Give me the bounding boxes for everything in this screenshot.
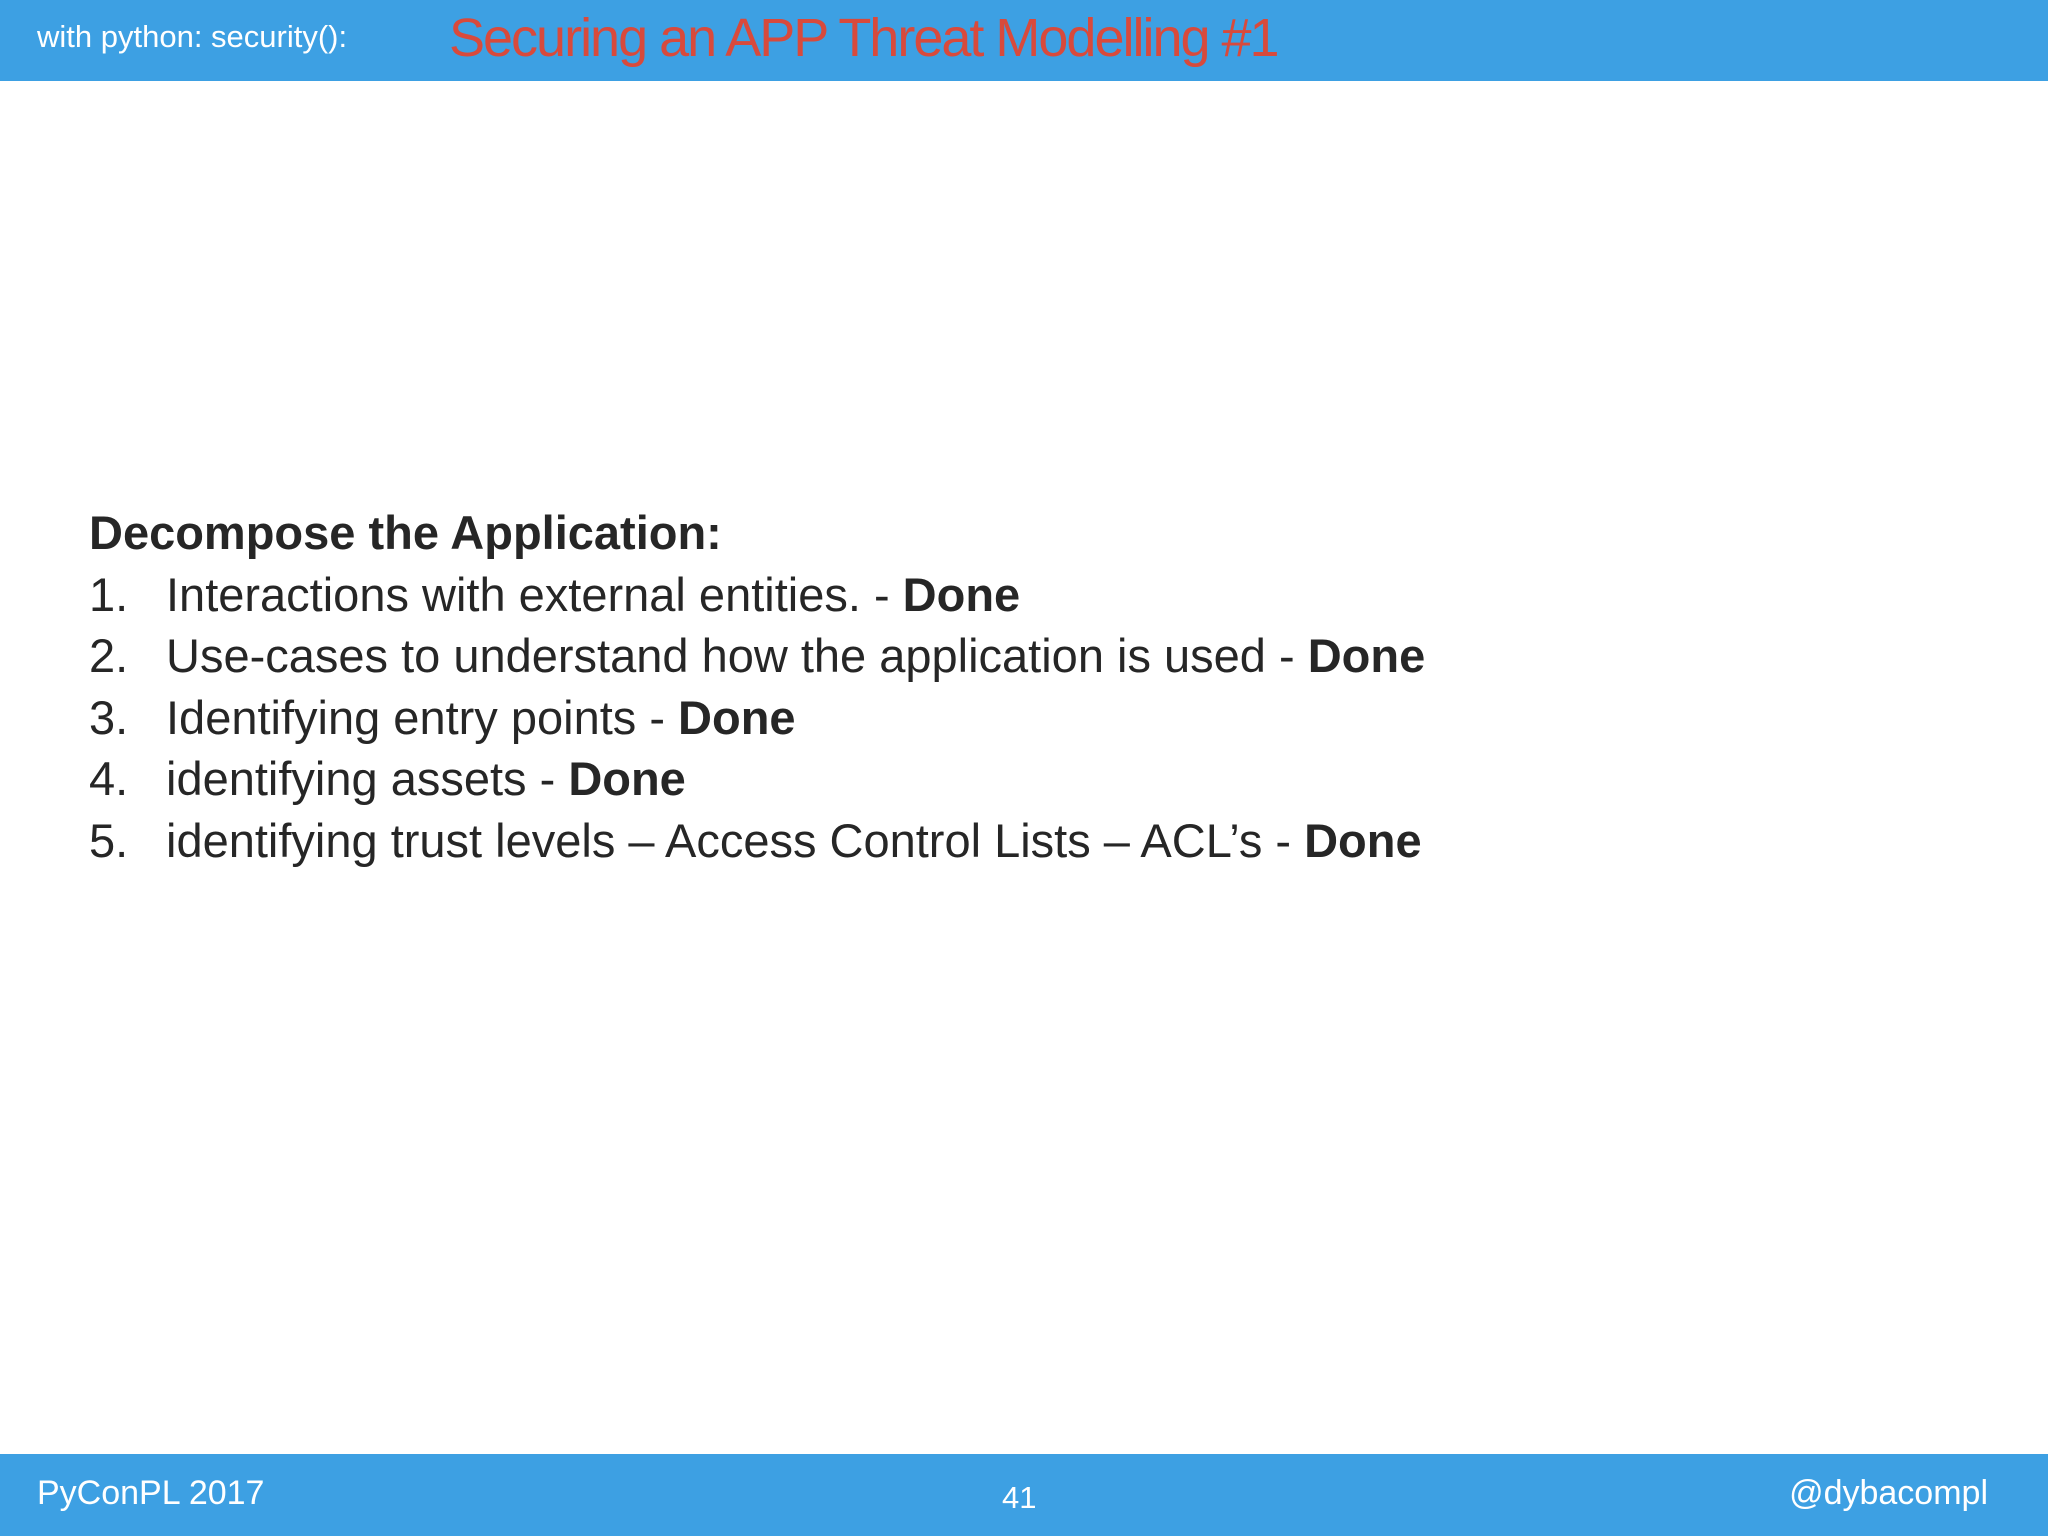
list-item-number: 2. bbox=[89, 629, 129, 682]
done-label: Done bbox=[568, 752, 686, 805]
section-heading: Decompose the Application: bbox=[89, 506, 722, 559]
list-item bbox=[89, 564, 1425, 626]
done-label: Done bbox=[1307, 629, 1426, 682]
list-item bbox=[89, 625, 1425, 687]
footer-conference: PyConPL 2017 bbox=[37, 1474, 265, 1512]
page-number: 41 bbox=[1002, 1480, 1037, 1515]
list-item-text: Identifying entry points - Done bbox=[166, 690, 796, 744]
done-label: Done bbox=[678, 690, 796, 744]
list-item-text: identifying trust levels – Access Control Lists – ACL’s - Done bbox=[166, 813, 1422, 867]
list-item-number: 5. bbox=[89, 813, 129, 867]
list-item bbox=[89, 810, 1425, 872]
list-item bbox=[89, 687, 1425, 749]
done-label: Done bbox=[902, 567, 1021, 621]
list-item-number: 3. bbox=[89, 690, 129, 744]
footer-handle: @dybacompl bbox=[1789, 1474, 1988, 1512]
list-item-text: Use-cases to understand how the application is used - Done bbox=[166, 629, 1426, 682]
header-subtitle: with python: security(): bbox=[37, 19, 348, 54]
list-item-number: 1. bbox=[89, 567, 129, 621]
slide-content bbox=[89, 502, 1425, 871]
slide-title: Securing an APP Threat Modelling #1 bbox=[449, 8, 1278, 68]
list-item-number: 4. bbox=[89, 752, 129, 805]
done-label: Done bbox=[1304, 813, 1422, 867]
list-item bbox=[89, 748, 1425, 810]
list-item-text: Interactions with external entities. - Done bbox=[166, 567, 1021, 621]
list-item-text: identifying assets - Done bbox=[166, 752, 686, 805]
